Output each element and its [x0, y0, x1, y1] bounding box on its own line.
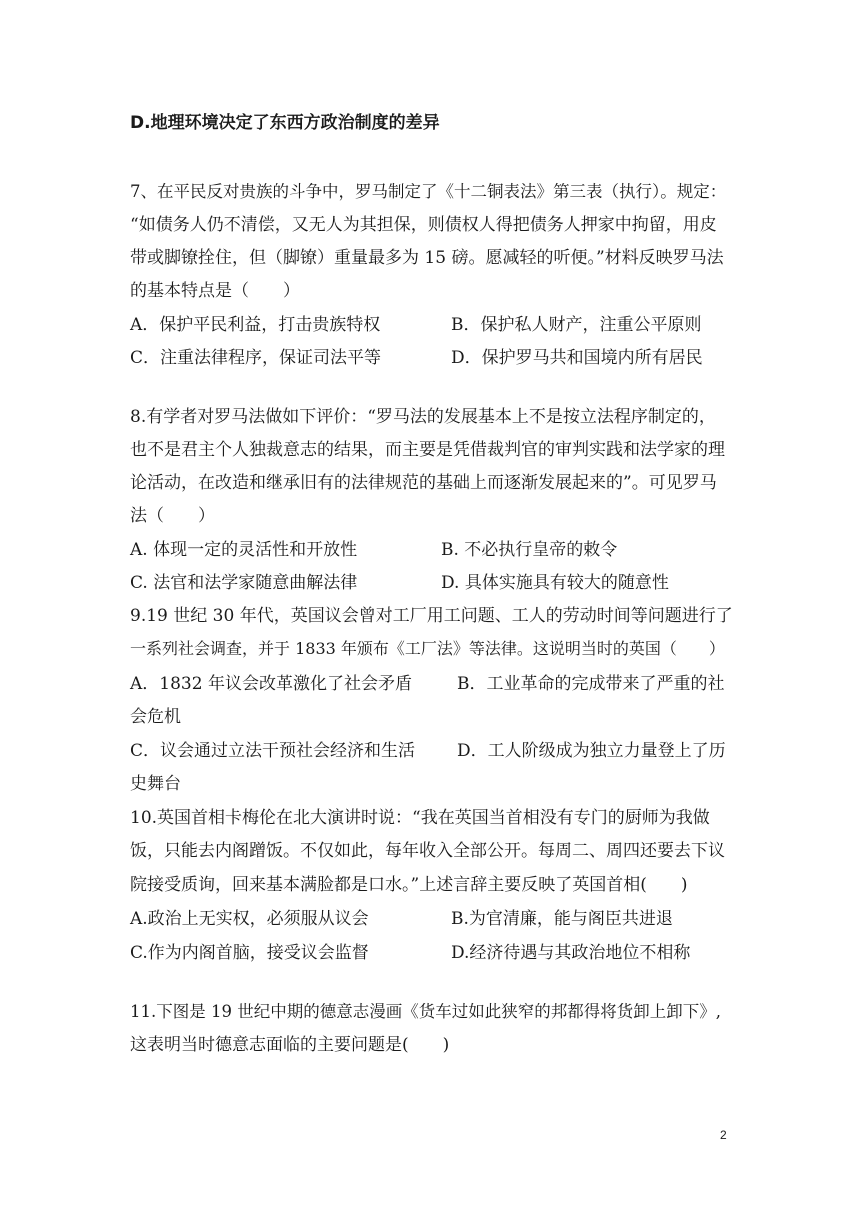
q10-option-c: C.作为内阁首脑，接受议会监督	[130, 943, 369, 963]
q7-option-a: A．保护平民利益，打击贵族特权	[130, 315, 381, 335]
q9-option-d: D．工人阶级成为独立力量登上了历	[457, 741, 726, 761]
q11-stem-line-2: 这表明当时德意志面临的主要问题是( )	[130, 1035, 450, 1055]
q7-stem-line-4: 的基本特点是（ ）	[130, 281, 300, 301]
q9-option-b: B．工业革命的完成带来了严重的社	[457, 674, 725, 694]
q8-stem-line-3: 论活动，在改造和继承旧有的法律规范的基础上而逐渐发展起来的”。可见罗马	[130, 473, 717, 493]
page-number: 2	[720, 1128, 727, 1142]
q6-option-d: D.地理环境决定了东西方政治制度的差异	[130, 113, 440, 133]
q7-stem-line-2: “如债务人仍不清偿，又无人为其担保，则债权人得把债务人押家中拘留，用皮	[130, 215, 717, 235]
q8-option-b: B. 不必执行皇帝的敕令	[441, 540, 618, 560]
q10-stem-line-1: 10.英国首相卡梅伦在北大演讲时说：“我在英国当首相没有专门的厨师为我做	[130, 808, 710, 828]
q8-stem-line-1: 8.有学者对罗马法做如下评价：“罗马法的发展基本上不是按立法程序制定的，	[130, 407, 716, 427]
q7-option-c: C．注重法律程序，保证司法平等	[130, 348, 382, 368]
q7-stem-line-1: 7、在平民反对贵族的斗争中，罗马制定了《十二铜表法》第三表（执行）。规定：	[130, 182, 727, 201]
q10-option-b: B.为官清廉，能与阁臣共进退	[451, 909, 673, 929]
q9-stem-line-1: 9.19 世纪 30 年代，英国议会曾对工厂用工问题、工人的劳动时间等问题进行了	[130, 606, 733, 626]
q9-option-a: A．1832 年议会改革激化了社会矛盾	[130, 674, 412, 694]
q9-stem-line-2: 一系列社会调查，并于 1833 年颁布《工厂法》等法律。这说明当时的英国（ ）	[130, 639, 725, 658]
q8-stem-line-4: 法（ ）	[130, 506, 215, 526]
q10-option-d: D.经济待遇与其政治地位不相称	[451, 943, 691, 963]
q8-option-a: A. 体现一定的灵活性和开放性	[130, 540, 358, 560]
q8-option-c: C. 法官和法学家随意曲解法律	[130, 573, 358, 593]
q9-option-b-cont: 会危机	[130, 707, 181, 727]
q11-stem-line-1: 11.下图是 19 世纪中期的德意志漫画《货车过如此狭窄的邦都得将货卸上卸下》,	[130, 1002, 721, 1021]
q10-option-a: A.政治上无实权，必须服从议会	[130, 909, 369, 929]
q8-option-d: D. 具体实施具有较大的随意性	[441, 573, 669, 593]
q10-stem-line-2: 饭，只能去内阁蹭饭。不仅如此，每年收入全部公开。每周二、周四还要去下议	[130, 841, 725, 861]
q7-option-b: B．保护私人财产，注重公平原则	[451, 315, 702, 335]
q9-option-c: C．议会通过立法干预社会经济和生活	[130, 741, 416, 761]
q7-option-d: D．保护罗马共和国境内所有居民	[451, 348, 703, 368]
q10-stem-line-3: 院接受质询，回来基本满脸都是口水。”上述言辞主要反映了英国首相( )	[130, 875, 688, 895]
q7-stem-line-3: 带或脚镣拴住，但（脚镣）重量最多为 15 磅。愿减轻的听便。”材料反映罗马法	[130, 248, 724, 268]
q8-stem-line-2: 也不是君主个人独裁意志的结果，而主要是凭借裁判官的审判实践和法学家的理	[130, 440, 725, 460]
q9-option-d-cont: 史舞台	[130, 774, 181, 794]
